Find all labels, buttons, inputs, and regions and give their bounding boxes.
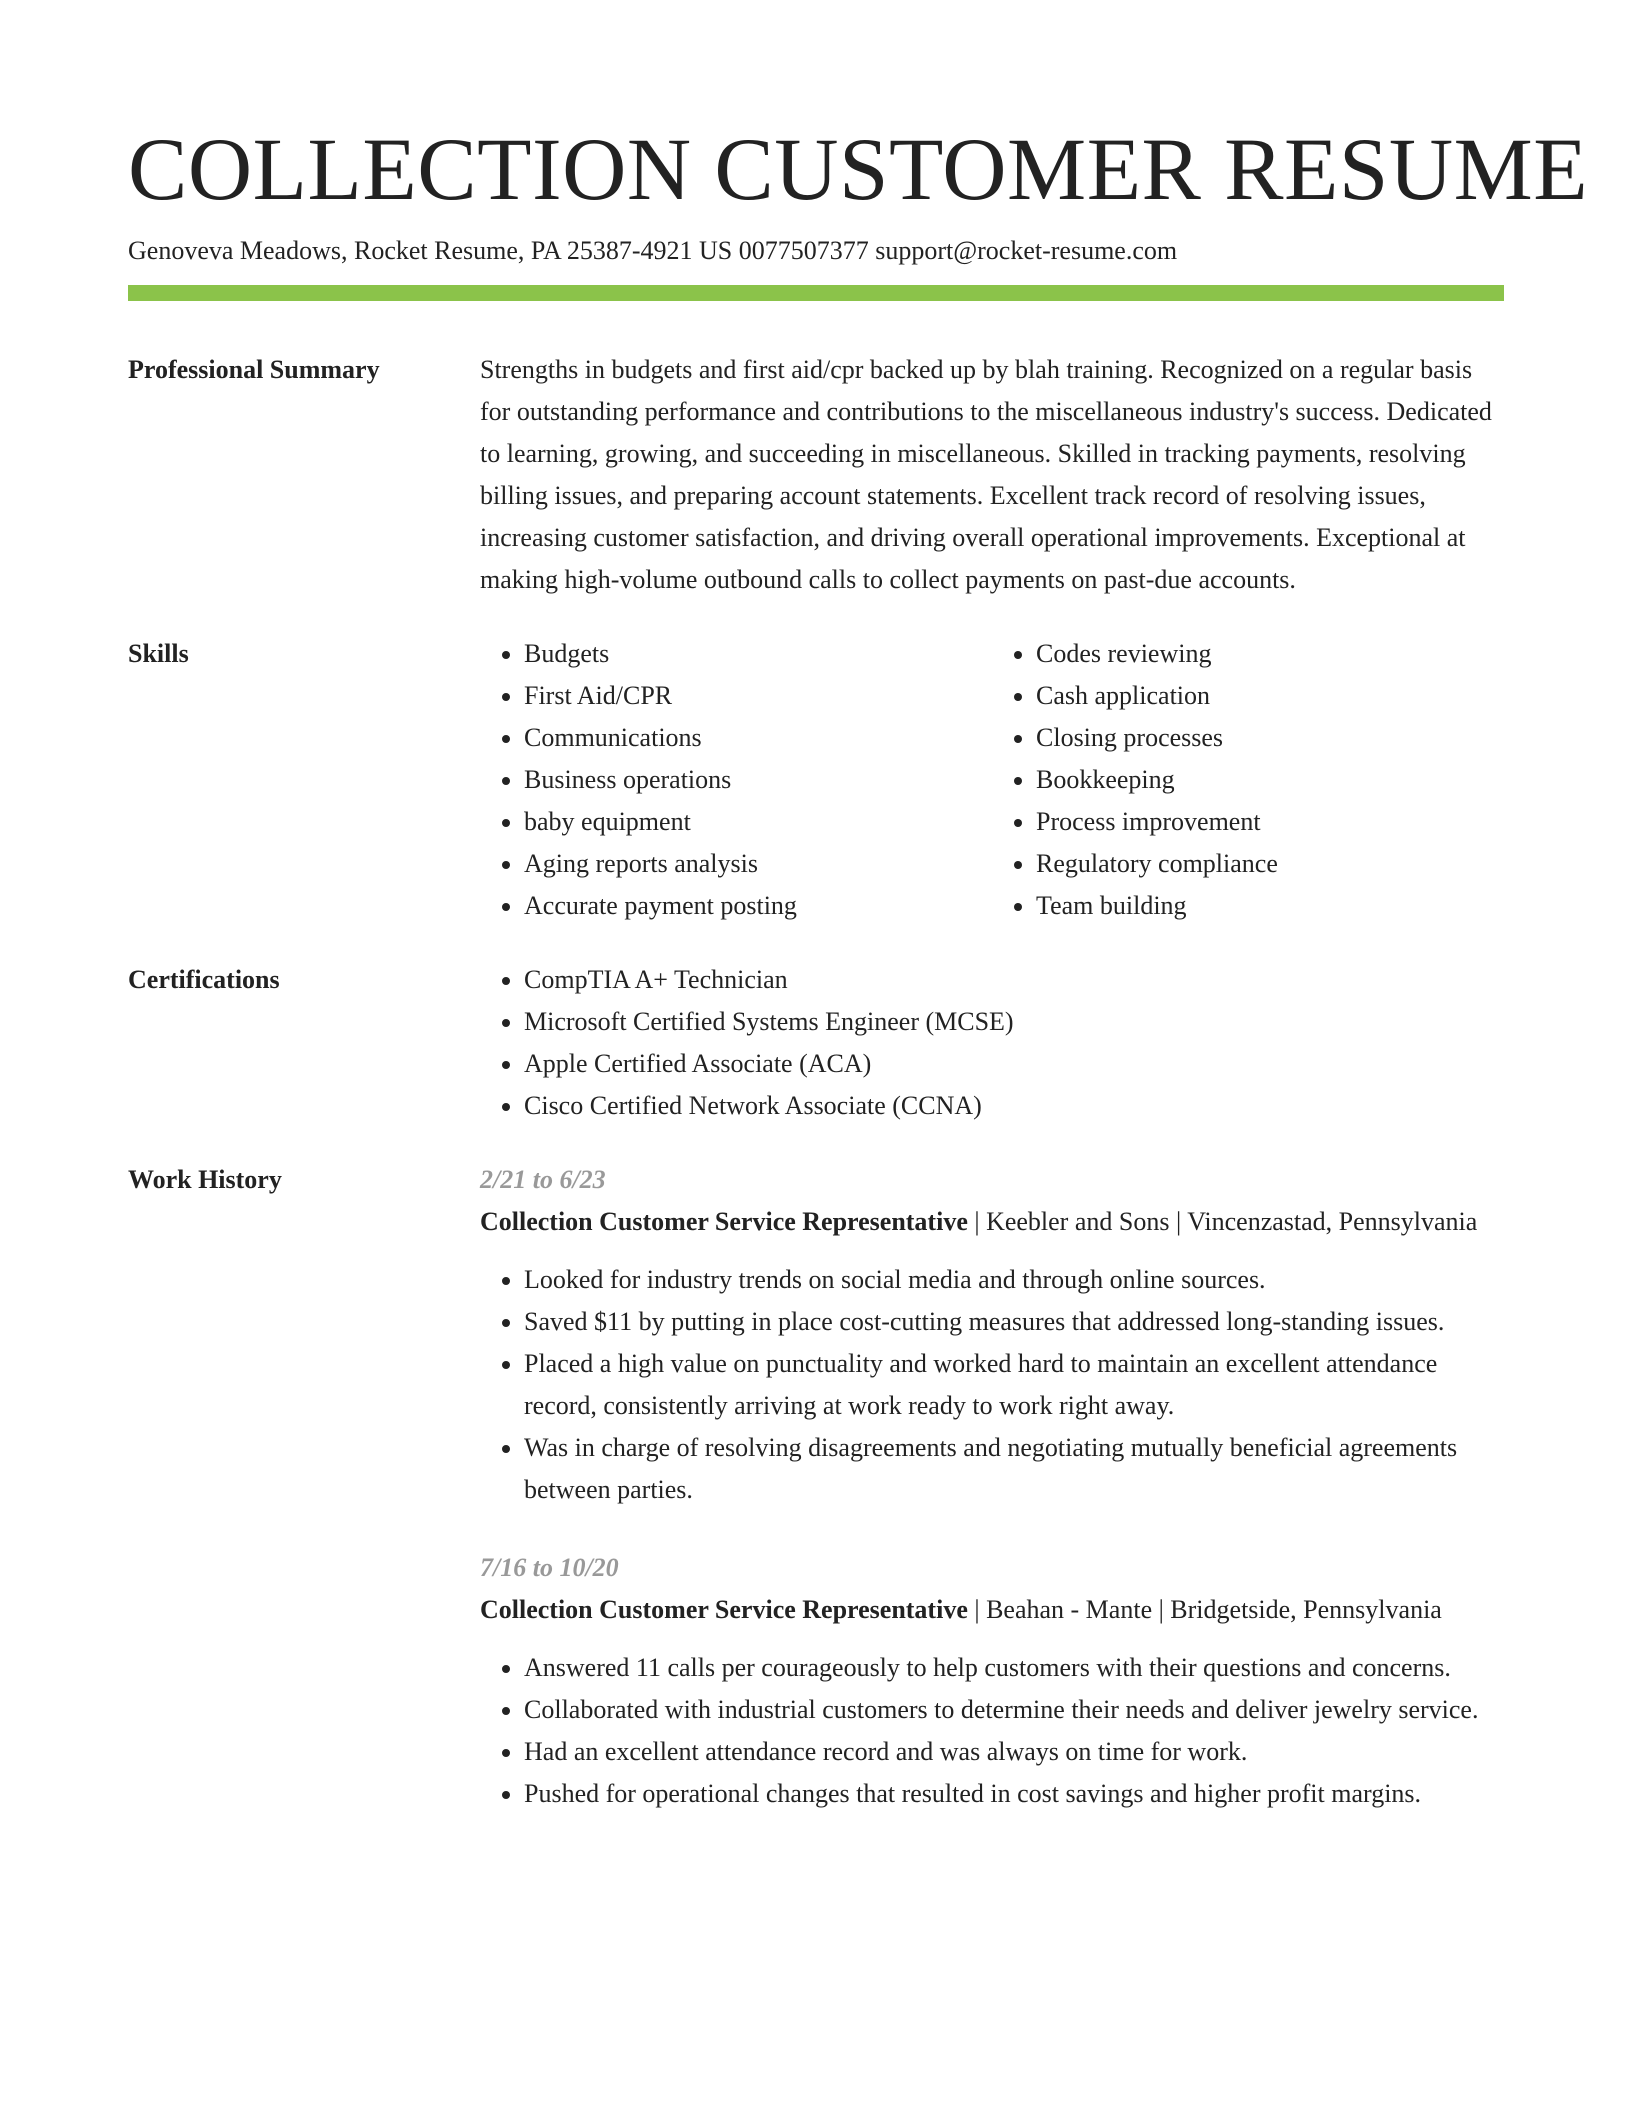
job-dates: 7/16 to 10/20: [480, 1553, 619, 1582]
certification-item: • Microsoft Certified Systems Engineer (MCSE): [524, 1001, 1504, 1043]
skill-item: • Bookkeeping: [1036, 759, 1504, 801]
section-label: Skills: [128, 639, 189, 668]
job-title: Collection Customer Service Representative: [480, 1207, 968, 1236]
resume-header: [128, 118, 1589, 268]
job-title-line: [480, 1201, 1504, 1243]
section-label: Certifications: [128, 965, 280, 994]
resume-content: [128, 349, 1504, 1847]
certification-item: • Cisco Certified Network Associate (CCNA): [524, 1085, 1504, 1127]
section-label: Work History: [128, 1165, 282, 1194]
professional-summary-section: [128, 349, 1504, 601]
skill-item: • Accurate payment posting: [524, 885, 992, 927]
work-history-section: [128, 1159, 1504, 1815]
job-bullet: • Was in charge of resolving disagreements and negotiating mutually beneficial agreements between parties.: [524, 1427, 1504, 1511]
certification-item: • Apple Certified Associate (ACA): [524, 1043, 1504, 1085]
skill-item: • First Aid/CPR: [524, 675, 992, 717]
job-bullet: • Looked for industry trends on social media and through online sources.: [524, 1259, 1504, 1301]
certification-item: • CompTIA A+ Technician: [524, 959, 1504, 1001]
job-employer-location: | Keebler and Sons | Vincenzastad, Pennsylvania: [967, 1207, 1478, 1236]
skills-section: [128, 633, 1504, 927]
skill-item: • Team building: [1036, 885, 1504, 927]
jobs-list: [480, 1159, 1504, 1815]
job-entry: [480, 1547, 1504, 1815]
resume-title: COLLECTION CUSTOMER RESUME: [128, 121, 1589, 219]
job-bullet: • Saved $11 by putting in place cost-cutting measures that addressed long-standing issues.: [524, 1301, 1504, 1343]
skill-item: • baby equipment: [524, 801, 992, 843]
job-bullet: • Placed a high value on punctuality and worked hard to maintain an excellent attendance record, consistently arriving at work ready to work right away.: [524, 1343, 1504, 1427]
skill-item: • Communications: [524, 717, 992, 759]
job-bullet: • Pushed for operational changes that resulted in cost savings and higher profit margins.: [524, 1773, 1504, 1815]
job-entry: [480, 1159, 1504, 1511]
skill-item: • Codes reviewing: [1036, 633, 1504, 675]
job-title-line: [480, 1589, 1504, 1631]
job-bullet: • Answered 11 calls per courageously to help customers with their questions and concerns.: [524, 1647, 1504, 1689]
certifications-list: [480, 959, 1504, 1127]
skills-list-right: [992, 633, 1504, 927]
job-title: Collection Customer Service Representative: [480, 1595, 968, 1624]
section-label: Professional Summary: [128, 355, 380, 384]
job-employer-location: | Beahan - Mante | Bridgetside, Pennsylvania: [967, 1595, 1442, 1624]
skill-item: • Budgets: [524, 633, 992, 675]
skill-item: • Business operations: [524, 759, 992, 801]
skills-list-left: [480, 633, 992, 927]
job-dates: 2/21 to 6/23: [480, 1165, 606, 1194]
skill-item: • Closing processes: [1036, 717, 1504, 759]
skill-item: • Process improvement: [1036, 801, 1504, 843]
skill-item: • Aging reports analysis: [524, 843, 992, 885]
job-bullet: • Had an excellent attendance record and was always on time for work.: [524, 1731, 1504, 1773]
skill-item: • Cash application: [1036, 675, 1504, 717]
job-bullet: • Collaborated with industrial customers to determine their needs and deliver jewelry service.: [524, 1689, 1504, 1731]
accent-divider: [128, 285, 1504, 301]
job-bullets: [480, 1647, 1504, 1815]
skill-item: • Regulatory compliance: [1036, 843, 1504, 885]
summary-text: Strengths in budgets and first aid/cpr backed up by blah training. Recognized on a regular basis for outstanding performance and contributions to the miscellaneous industry's success. Dedicated to learning, growing, and succeeding in miscellaneous. Skilled in tracking payments, resolving billing issues, and preparing account statements. Excellent track record of resolving issues, increasing customer satisfaction, and driving overall operational improvements. Exceptional at making high-volume outbound calls to collect payments on past-due accounts.: [480, 355, 1492, 594]
job-bullets: [480, 1259, 1504, 1511]
certifications-section: [128, 959, 1504, 1127]
contact-info: Genoveva Meadows, Rocket Resume, PA 25387-4921 US 0077507377 support@rocket-resume.com: [128, 236, 1178, 265]
